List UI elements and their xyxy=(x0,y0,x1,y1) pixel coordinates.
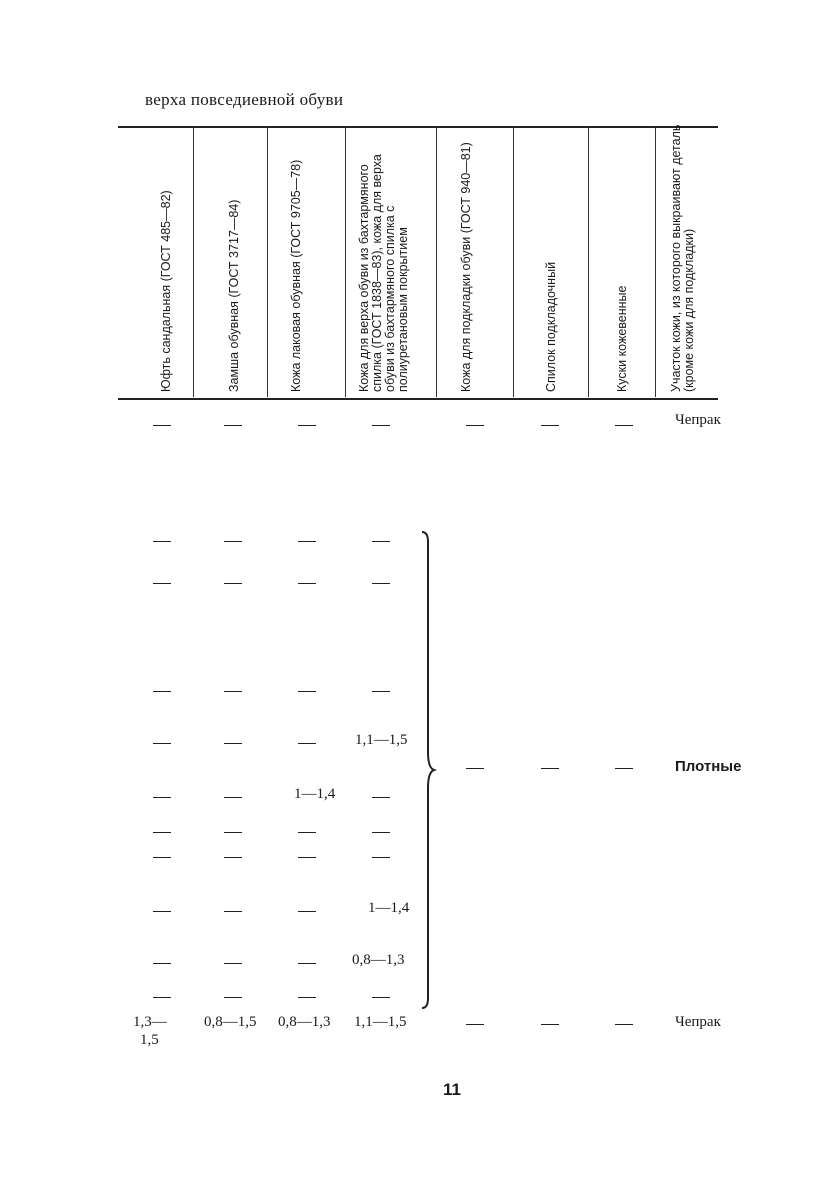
area-label-cheprak: Чепрак xyxy=(675,1014,721,1030)
column-divider xyxy=(267,127,268,397)
column-header-zamsha: Замша обувная (ГОСТ 3717—84) xyxy=(227,199,241,392)
cell-dash xyxy=(224,997,242,998)
column-divider xyxy=(345,127,346,397)
cell-dash xyxy=(224,743,242,744)
cell-dash xyxy=(372,583,390,584)
cell-dash xyxy=(153,911,171,912)
cell-dash xyxy=(541,425,559,426)
cell-value: 1,3— xyxy=(133,1014,167,1030)
cell-dash xyxy=(153,541,171,542)
cell-dash xyxy=(224,425,242,426)
cell-dash xyxy=(298,425,316,426)
cell-dash xyxy=(153,963,171,964)
cell-dash xyxy=(298,911,316,912)
column-divider xyxy=(513,127,514,397)
cell-dash xyxy=(153,425,171,426)
cell-dash xyxy=(615,768,633,769)
cell-dash xyxy=(298,832,316,833)
column-header-uchastok: Участок кожи, из которого выкраивают деталь (кроме кожи для подкладки) xyxy=(669,124,696,392)
cell-dash xyxy=(224,797,242,798)
area-label-cheprak: Чепрак xyxy=(675,412,721,428)
cell-dash xyxy=(298,997,316,998)
cell-dash xyxy=(224,857,242,858)
cell-dash xyxy=(541,1024,559,1025)
cell-dash xyxy=(298,691,316,692)
column-header-podkladka: Кожа для подкладки обуви (ГОСТ 940—81) xyxy=(459,142,473,392)
cell-dash xyxy=(372,425,390,426)
cell-dash xyxy=(153,691,171,692)
cell-dash xyxy=(298,857,316,858)
cell-value: 0,8—1,3 xyxy=(278,1014,331,1030)
cell-dash xyxy=(224,963,242,964)
cell-value: 0,8—1,5 xyxy=(204,1014,257,1030)
cell-value: 0,8—1,3 xyxy=(352,952,405,968)
cell-dash xyxy=(298,963,316,964)
cell-dash xyxy=(372,832,390,833)
cell-dash xyxy=(153,583,171,584)
cell-dash xyxy=(372,997,390,998)
cell-dash xyxy=(466,768,484,769)
cell-dash xyxy=(615,425,633,426)
cell-dash xyxy=(372,541,390,542)
cell-dash xyxy=(372,797,390,798)
cell-value: 1—1,4 xyxy=(368,900,410,916)
cell-dash xyxy=(466,425,484,426)
area-label-plotnye: Плотные xyxy=(675,758,742,775)
cell-value: 1,5 xyxy=(140,1032,159,1048)
cell-dash xyxy=(153,743,171,744)
cell-value: 1,1—1,5 xyxy=(354,1014,407,1030)
cell-value: 1,1—1,5 xyxy=(355,732,408,748)
column-divider xyxy=(655,127,656,397)
cell-dash xyxy=(153,797,171,798)
cell-dash xyxy=(224,691,242,692)
grouping-brace xyxy=(418,530,438,1010)
cell-dash xyxy=(372,857,390,858)
cell-dash xyxy=(466,1024,484,1025)
column-divider xyxy=(193,127,194,397)
column-divider xyxy=(436,127,437,397)
cell-dash xyxy=(615,1024,633,1025)
column-header-spilok-verkh: Кожа для верха обуви из бахтармяного спилка (ГОСТ 1838—83), кожа для верха обуви из бахтармяного спилка с полиуретановым покрытием xyxy=(357,154,410,392)
page-title: верха повседиевной обуви xyxy=(145,90,344,109)
cell-dash xyxy=(224,541,242,542)
cell-dash xyxy=(153,857,171,858)
cell-dash xyxy=(298,743,316,744)
column-header-lak: Кожа лаковая обувная (ГОСТ 9705—78) xyxy=(289,159,303,392)
cell-dash xyxy=(224,911,242,912)
cell-dash xyxy=(372,691,390,692)
column-header-kuski: Куски кожевенные xyxy=(615,285,629,392)
column-header-yuft: Юфть сандальная (ГОСТ 485—82) xyxy=(159,190,173,392)
cell-dash xyxy=(298,583,316,584)
cell-dash xyxy=(224,583,242,584)
column-header-spilok-podklad: Спилок подкладочный xyxy=(544,261,558,392)
table-header-bottom-rule xyxy=(118,398,718,400)
cell-dash xyxy=(541,768,559,769)
cell-dash xyxy=(153,997,171,998)
column-divider xyxy=(588,127,589,397)
cell-dash xyxy=(224,832,242,833)
cell-dash xyxy=(153,832,171,833)
cell-value: 1—1,4 xyxy=(294,786,336,802)
cell-dash xyxy=(298,541,316,542)
page-number: 11 xyxy=(443,1080,461,1099)
